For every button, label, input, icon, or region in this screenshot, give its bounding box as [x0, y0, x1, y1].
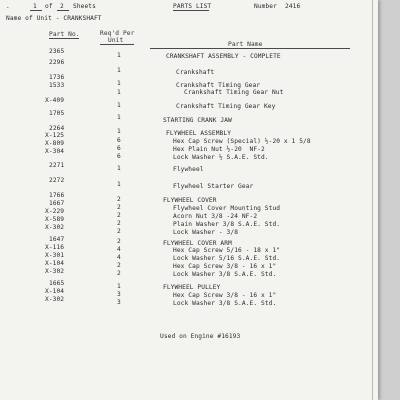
row-2-part-no: 1736	[49, 74, 65, 81]
row-19-qty: 4	[117, 254, 121, 261]
row-13-name: Flywheel Cover Mounting Stud	[173, 205, 281, 212]
row-1-name: Crankshaft	[176, 69, 215, 76]
number-value: 2416	[285, 3, 301, 10]
row-10-name: Flywheel	[173, 166, 204, 173]
row-7-qty: 6	[117, 137, 121, 144]
row-13-qty: 2	[117, 204, 121, 211]
col-part-name: Part Name	[228, 41, 263, 48]
row-13-part-no: 1667	[49, 200, 65, 207]
sheet-total: 2	[60, 3, 64, 10]
row-11-part-no: 2272	[49, 177, 65, 184]
row-22-name: FLYWHEEL PULLEY	[163, 284, 221, 291]
sheet-prefix: .	[6, 3, 14, 10]
row-8-qty: 6	[117, 145, 121, 152]
row-16-name: Lock Washer - 3/8	[173, 229, 239, 236]
col-reqd-2: Unit	[108, 37, 124, 44]
sheet-number: 1	[33, 3, 37, 10]
row-11-qty: 1	[117, 181, 121, 188]
row-1-part-no: 2296	[49, 59, 65, 66]
row-20-qty: 2	[117, 262, 121, 269]
row-0-part-no: 2365	[49, 48, 65, 55]
row-6-part-no: 2264	[49, 125, 65, 132]
number-label: Number	[254, 3, 277, 10]
row-18-qty: 4	[117, 246, 121, 253]
row-3-name: Crankshaft Timing Gear Nut	[184, 89, 284, 96]
row-0-name: CRANKSHAFT ASSEMBLY - COMPLETE	[166, 53, 281, 60]
row-4-name: Crankshaft Timing Gear Key	[176, 103, 276, 110]
row-3-qty: 1	[117, 89, 121, 96]
row-7-part-no: X-125	[45, 132, 65, 139]
row-23-part-no: X-104	[45, 288, 65, 295]
col-reqd-1: Req'd Per	[100, 30, 135, 37]
row-23-qty: 3	[117, 291, 121, 298]
row-6-name: FLYWHEEL ASSEMBLY	[166, 130, 232, 137]
row-17-part-no: 1647	[49, 236, 65, 243]
row-21-name: Lock Washer 3/8 S.A.E. Std.	[173, 271, 277, 278]
row-15-qty: 2	[117, 220, 121, 227]
unit-name: Name of Unit - CRANKSHAFT	[6, 15, 102, 22]
row-9-name: Lock Washer ½ S.A.E. Std.	[173, 154, 269, 161]
row-15-name: Plain Washer 3/8 S.A.E. Std.	[173, 221, 281, 228]
row-18-name: Hex Cap Screw 5/16 - 18 x 1"	[173, 247, 281, 254]
sheet-word: Sheets	[73, 3, 96, 10]
row-5-part-no: 1705	[49, 110, 65, 117]
row-3-part-no: 1533	[49, 82, 65, 89]
row-17-qty: 2	[117, 238, 121, 245]
row-24-name: Lock Washer 3/8 S.A.E. Std.	[173, 300, 277, 307]
footer-note: Used on Engine #16193	[160, 333, 241, 340]
row-15-part-no: X-589	[45, 216, 65, 223]
row-5-name: STARTING CRANK JAW	[163, 117, 232, 124]
row-10-part-no: 2271	[49, 162, 65, 169]
row-24-qty: 3	[117, 299, 121, 306]
row-9-qty: 6	[117, 153, 121, 160]
row-12-name: FLYWHEEL COVER	[163, 197, 217, 204]
row-11-name: Flywheel Starter Gear	[173, 183, 254, 190]
row-2-qty: 1	[117, 80, 121, 87]
row-8-name: Hex Plain Nut ½-20 NF-2	[173, 146, 265, 153]
row-14-part-no: X-229	[45, 208, 65, 215]
row-2-name: Crankshaft Timing Gear	[176, 82, 261, 89]
row-19-part-no: X-301	[45, 252, 65, 259]
row-10-qty: 1	[117, 165, 121, 172]
row-8-part-no: X-809	[45, 140, 65, 147]
page-fold	[372, 0, 373, 400]
row-5-qty: 1	[117, 114, 121, 121]
row-17-name: FLYWHEEL COVER ARM	[163, 240, 232, 247]
row-23-name: Hex Cap Screw 3/8 - 16 x 1"	[173, 292, 277, 299]
row-14-name: Acorn Nut 3/8 -24 NF-2	[173, 213, 258, 220]
row-14-qty: 2	[117, 212, 121, 219]
row-9-part-no: X-304	[45, 148, 65, 155]
row-21-part-no: X-302	[45, 268, 65, 275]
row-19-name: Lock Washer 5/16 S.A.E. Std.	[173, 255, 281, 262]
row-22-part-no: 1665	[49, 280, 65, 287]
row-4-part-no: X-409	[45, 97, 65, 104]
row-12-part-no: 1766	[49, 192, 65, 199]
row-20-name: Hex Cap Screw 3/8 - 16 x 1"	[173, 263, 277, 270]
row-24-part-no: X-302	[45, 296, 65, 303]
row-20-part-no: X-104	[45, 260, 65, 267]
row-7-name: Hex Cap Screw (Special) ½-20 x 1 5/8	[173, 138, 311, 145]
row-21-qty: 2	[117, 270, 121, 277]
sheet-of: of	[45, 3, 53, 10]
row-6-qty: 1	[117, 128, 121, 135]
row-22-qty: 1	[117, 283, 121, 290]
document-title: PARTS LIST	[173, 3, 212, 10]
row-1-qty: 1	[117, 67, 121, 74]
row-18-part-no: X-116	[45, 244, 65, 251]
row-4-qty: 1	[117, 102, 121, 109]
row-0-qty: 1	[117, 52, 121, 59]
row-12-qty: 2	[117, 196, 121, 203]
row-16-qty: 2	[117, 228, 121, 235]
col-part-no: Part No.	[49, 31, 80, 38]
row-16-part-no: X-302	[45, 224, 65, 231]
